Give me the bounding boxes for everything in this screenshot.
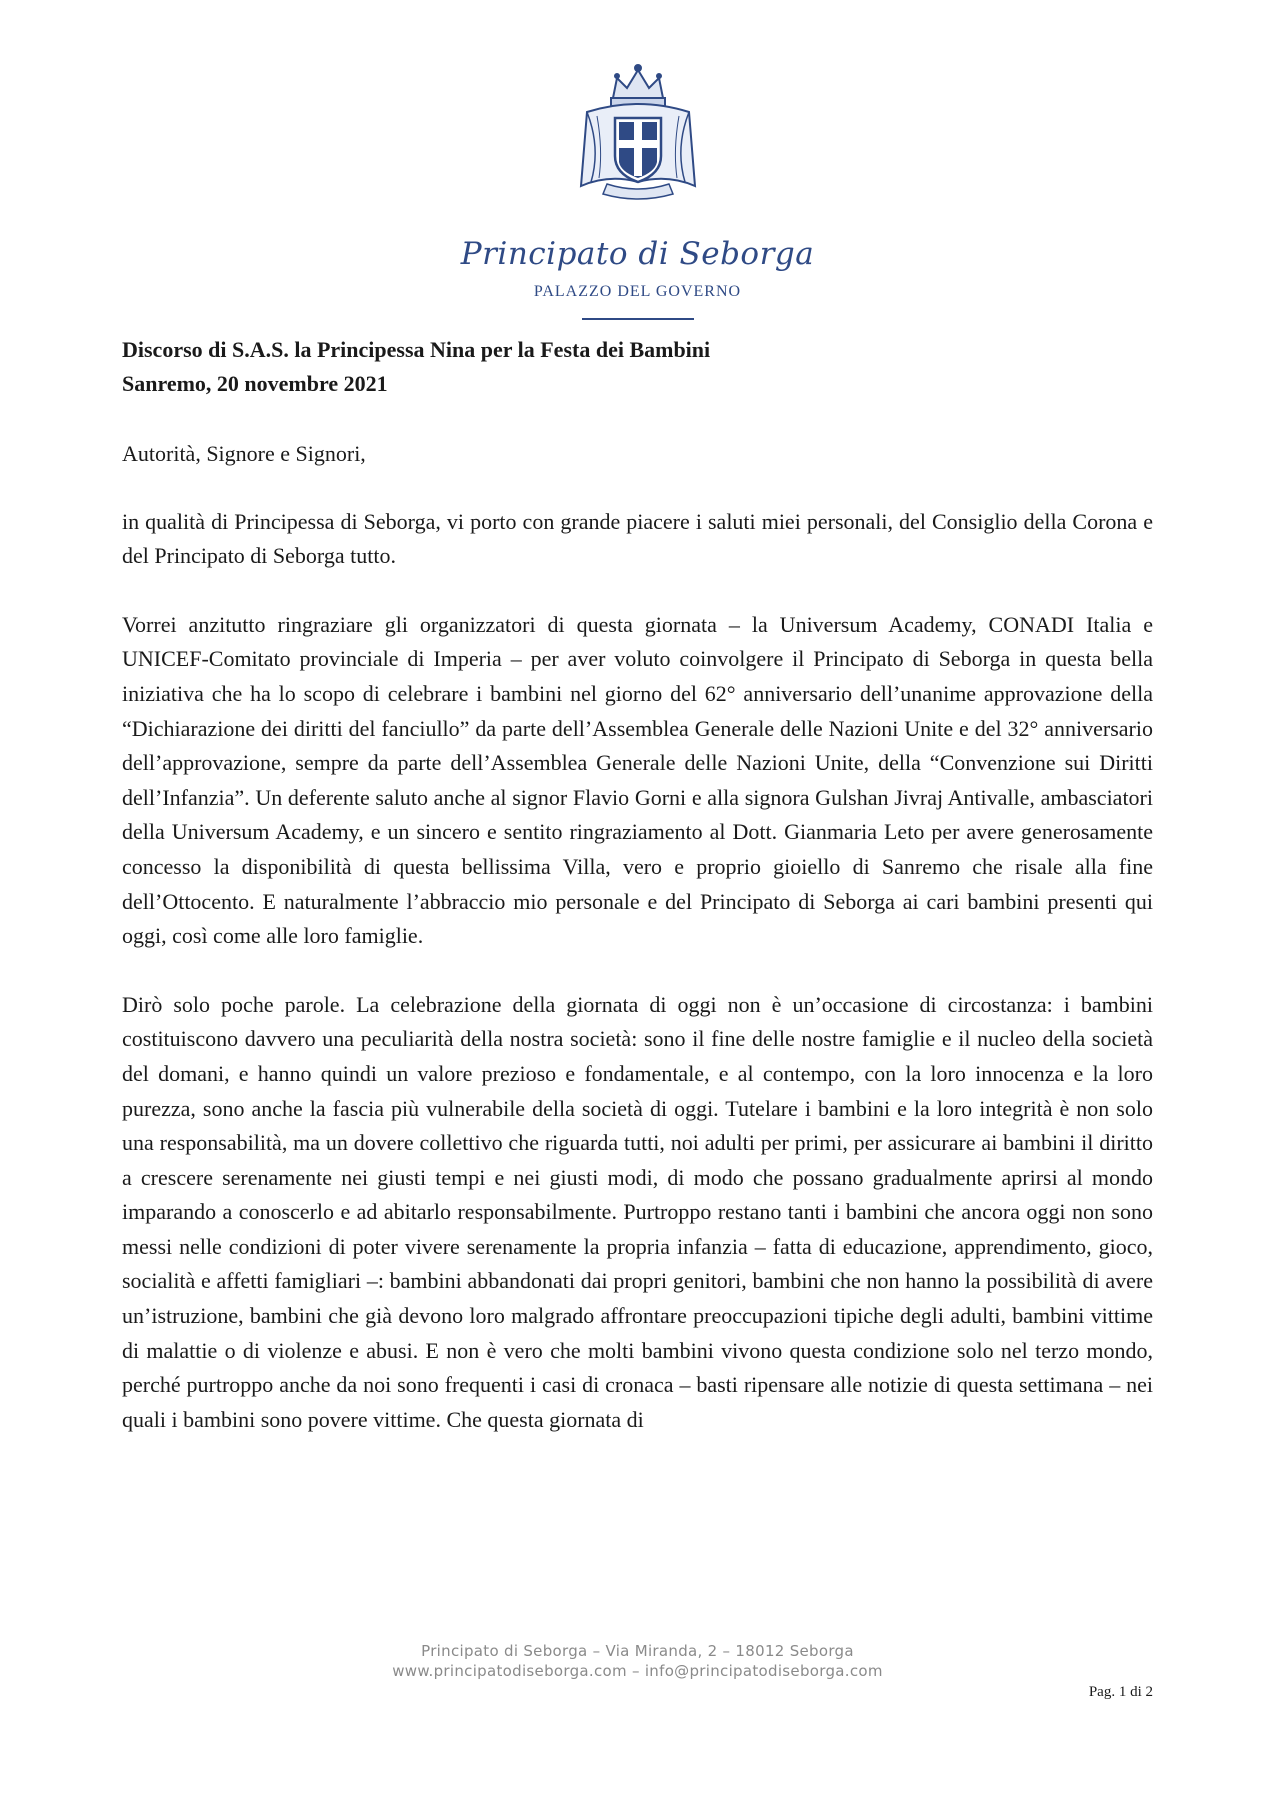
footer-address: Principato di Seborga – Via Miranda, 2 – 18012 Seborga — [421, 1642, 854, 1660]
page-footer — [0, 1641, 1275, 1681]
office-name: PALAZZO DEL GOVERNO — [533, 283, 742, 300]
paragraph: in qualità di Principessa di Seborga, vi porto con grande piacere i saluti miei personali, del Consiglio della Corona e del Principato di Seborga tutto. — [122, 508, 1153, 569]
paragraph: Vorrei anzitutto ringraziare gli organizzatori di questa giornata – la Universum Academy, CONADI Italia e UNICEF-Comitato provinciale di Imperia – per aver voluto coinvolgere il Principato di Seborga in questa bella iniziativa che ha lo scopo di celebrare i bambini nel giorno del 62° anniversario dell’unanime approvazione della “Dichiarazione dei diritti del fanciullo” da parte dell’Assemblea Generale delle Nazioni Unite e del 32° anniversario dell’approvazione, sempre da parte dell’Assemblea Generale delle Nazioni Unite, della “Convenzione sui Diritti dell’Infanzia”. Un deferente saluto anche al signor Flavio Gorni e alla signora Gulshan Jivraj Antivalle, ambasciatori della Universum Academy, e un sincero e sentito ringraziamento al Dott. Gianmaria Leto per avere generosamente concesso la disponibilità di questa bellissima Villa, vero e proprio gioiello di Sanremo che risale alla fine dell’Ottocento. E naturalmente l’abbraccio mio personale e del Principato di Seborga ai cari bambini presenti qui oggi, così come alle loro famiglie. — [122, 611, 1153, 949]
page-number: Pag. 1 di 2 — [1088, 1684, 1153, 1700]
organization-name: Principato di Seborga — [460, 236, 815, 272]
footer-contacts: www.principatodiseborga.com – info@principatodiseborga.com — [392, 1662, 883, 1680]
paragraph: Dirò solo poche parole. La celebrazione della giornata di oggi non è un’occasione di circostanza: i bambini costituiscono davvero una peculiarità della nostra società: sono il fine delle nostre famiglie e il nucleo della società del domani, e hanno quindi un valore prezioso e fondamentale, e al contempo, con la loro innocenza e la loro purezza, sono anche la fascia più vulnerabile della società di oggi. Tutelare i bambini e la loro integrità è non solo una responsabilità, ma un dovere collettivo che riguarda tutti, noi adulti per primi, per assicurare ai bambini il diritto a crescere serenamente nei giusti tempi e nei giusti modi, di modo che possano gradualmente aprirsi al mondo imparando a conoscerlo e ad abitarlo responsabilmente. Purtroppo restano tanti i bambini che ancora oggi non sono messi nelle condizioni di poter vivere serenamente la propria infanzia – fatta di educazione, apprendimento, gioco, socialità e affetti famigliari –: bambini abbandonati dai propri genitori, bambini che non hanno la possibilità di avere un’istruzione, bambini che già devono loro malgrado affrontare preoccupazioni tipiche degli adulti, bambini vittime di malattie o di violenze e abusi. E non è vero che molti bambini vivono questa condizione solo nel terzo mondo, perché purtroppo anche da noi sono frequenti i casi di cronaca – basti ripensare alle notizie di questa settimana – nei quali i bambini sono povere vittime. Che questa giornata di — [122, 991, 1153, 1432]
document-title: Discorso di S.A.S. la Principessa Nina per la Festa dei Bambini — [122, 337, 711, 362]
letterhead-divider — [582, 318, 694, 320]
document-body — [122, 333, 1153, 1437]
salutation: Autorità, Signore e Signori, — [122, 441, 366, 466]
coat-of-arms-icon — [567, 58, 709, 208]
letterhead — [0, 58, 1275, 320]
document-place-date: Sanremo, 20 novembre 2021 — [122, 371, 388, 396]
